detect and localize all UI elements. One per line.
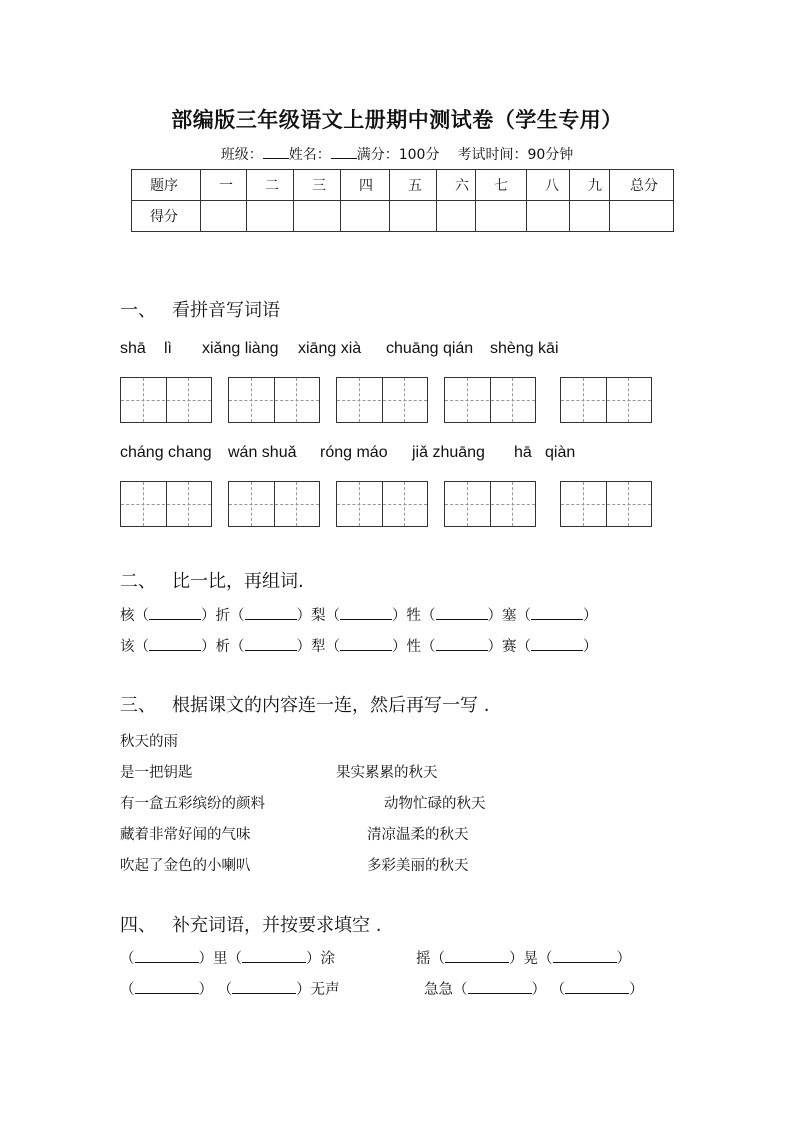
pinyin-row-1 xyxy=(0,340,794,360)
score-header-cell: 九 xyxy=(570,170,610,201)
pinyin: hā xyxy=(514,444,532,461)
writing-grid[interactable] xyxy=(444,481,536,527)
score-header-cell: 二 xyxy=(247,170,294,201)
answer-blank[interactable] xyxy=(436,637,488,651)
character: 析 xyxy=(215,639,230,655)
score-cell[interactable] xyxy=(294,201,341,232)
answer-blank[interactable] xyxy=(445,949,509,963)
character: 核 xyxy=(120,608,135,624)
score-row-label: 得分 xyxy=(132,201,201,232)
writing-grid[interactable] xyxy=(560,481,652,527)
pinyin: shèng kāi xyxy=(490,340,559,357)
score-cell[interactable] xyxy=(527,201,570,232)
score-header-cell: 七 xyxy=(476,170,527,201)
section-3-heading: 三、 根据课文的内容连一连，然后再写一写 . xyxy=(120,695,490,716)
writing-grid[interactable] xyxy=(120,377,212,423)
pinyin: jiǎ zhuāng xyxy=(412,444,485,461)
word-part: 摇 xyxy=(416,951,431,967)
fill-row-2b: 急急（ ） （ ） xyxy=(424,982,644,998)
pinyin: shā xyxy=(120,340,146,357)
answer-blank[interactable] xyxy=(340,637,392,651)
pinyin: lì xyxy=(164,340,172,357)
character: 该 xyxy=(120,639,135,655)
answer-blank[interactable] xyxy=(149,637,201,651)
score-cell[interactable] xyxy=(437,201,476,232)
score-header-cell: 四 xyxy=(341,170,390,201)
match-right-item[interactable]: 多彩美丽的秋天 xyxy=(367,858,469,874)
match-left-item[interactable]: 有一盒五彩缤纷的颜料 xyxy=(120,796,265,812)
writing-grid[interactable] xyxy=(560,377,652,423)
answer-blank[interactable] xyxy=(340,606,392,620)
score-header-cell: 三 xyxy=(294,170,341,201)
fill-row-2a: （ ） （ ）无声 xyxy=(120,982,340,998)
fill-row-1b: 摇（ ）晃（ ） xyxy=(416,951,631,967)
match-left-item[interactable]: 吹起了金色的小喇叭 xyxy=(120,858,251,874)
name-label: 姓名： xyxy=(288,147,331,163)
answer-blank[interactable] xyxy=(242,949,306,963)
compare-row-1: 核（ ）折（ ）梨（ ）牲（ ）塞（ ） xyxy=(120,608,598,624)
score-cell[interactable] xyxy=(570,201,610,232)
name-blank[interactable] xyxy=(331,146,357,159)
score-header-cell: 六 xyxy=(437,170,476,201)
answer-blank[interactable] xyxy=(531,637,583,651)
character: 塞 xyxy=(502,608,517,624)
match-right-item[interactable]: 动物忙碌的秋天 xyxy=(384,796,486,812)
exam-time: 考试时间：90分钟 xyxy=(457,147,574,163)
section-1-title: 看拼音写词语 xyxy=(172,300,280,321)
fill-row-1a: （ ）里（ ）涂 xyxy=(120,951,335,967)
word-part: 急急 xyxy=(424,982,453,998)
score-header-cell: 八 xyxy=(527,170,570,201)
pinyin: cháng chang xyxy=(120,444,212,461)
answer-blank[interactable] xyxy=(149,606,201,620)
character: 赛 xyxy=(502,639,517,655)
score-header-cell: 五 xyxy=(390,170,437,201)
match-right-item[interactable]: 果实累累的秋天 xyxy=(336,765,438,781)
score-header-cell: 总分 xyxy=(610,170,674,201)
match-left-item[interactable]: 是一把钥匙 xyxy=(120,765,193,781)
pinyin: qiàn xyxy=(545,444,576,461)
score-header-cell: 题序 xyxy=(132,170,201,201)
section-4-heading: 四、 补充词语，并按要求填空 . xyxy=(120,915,382,936)
full-score: 满分：100分 xyxy=(356,147,440,163)
score-row xyxy=(132,201,674,232)
class-blank[interactable] xyxy=(263,146,289,159)
score-cell[interactable] xyxy=(247,201,294,232)
writing-grid[interactable] xyxy=(444,377,536,423)
pinyin: xiǎng liàng xyxy=(202,340,279,357)
score-cell[interactable] xyxy=(390,201,437,232)
answer-blank[interactable] xyxy=(232,980,296,994)
pinyin-row-2 xyxy=(0,444,794,464)
answer-blank[interactable] xyxy=(135,949,199,963)
answer-blank[interactable] xyxy=(565,980,629,994)
answer-blank[interactable] xyxy=(468,980,532,994)
character: 折 xyxy=(215,608,230,624)
pinyin: róng máo xyxy=(320,444,388,461)
answer-blank[interactable] xyxy=(531,606,583,620)
character: 犁 xyxy=(311,639,326,655)
section-2-title: 比一比，再组词. xyxy=(172,571,304,592)
word-part: 涂 xyxy=(320,951,335,967)
answer-blank[interactable] xyxy=(135,980,199,994)
match-heading: 秋天的雨 xyxy=(120,734,178,750)
pinyin: wán shuǎ xyxy=(228,444,297,461)
character: 牲 xyxy=(406,608,421,624)
match-right-item[interactable]: 清凉温柔的秋天 xyxy=(367,827,469,843)
section-3-title: 根据课文的内容连一连，然后再写一写 . xyxy=(172,695,490,716)
character: 性 xyxy=(406,639,421,655)
score-cell[interactable] xyxy=(341,201,390,232)
match-left-item[interactable]: 藏着非常好闻的气味 xyxy=(120,827,251,843)
section-1-heading: 一、 看拼音写词语 xyxy=(120,300,280,321)
section-4-title: 补充词语，并按要求填空 . xyxy=(172,915,382,936)
word-part: 无声 xyxy=(310,982,340,998)
word-part: 里 xyxy=(213,951,228,967)
score-header-cell: 一 xyxy=(201,170,247,201)
pinyin: chuāng qián xyxy=(386,340,474,357)
score-cell[interactable] xyxy=(476,201,527,232)
writing-grid[interactable] xyxy=(336,377,428,423)
writing-grid[interactable] xyxy=(336,481,428,527)
word-part: 晃 xyxy=(523,951,538,967)
character: 梨 xyxy=(311,608,326,624)
writing-grid[interactable] xyxy=(228,377,320,423)
answer-blank[interactable] xyxy=(245,606,297,620)
answer-blank[interactable] xyxy=(245,637,297,651)
writing-grid[interactable] xyxy=(120,481,212,527)
writing-grid[interactable] xyxy=(228,481,320,527)
compare-row-2: 该（ ）析（ ）犁（ ）性（ ）赛（ ） xyxy=(120,639,598,655)
exam-info xyxy=(0,144,794,164)
score-cell[interactable] xyxy=(610,201,674,232)
answer-blank[interactable] xyxy=(553,949,617,963)
page-title: 部编版三年级语文上册期中测试卷（学生专用） xyxy=(171,107,623,132)
score-cell[interactable] xyxy=(201,201,247,232)
class-label: 班级： xyxy=(220,147,263,163)
score-table xyxy=(131,169,674,232)
answer-blank[interactable] xyxy=(436,606,488,620)
score-header-row xyxy=(132,170,674,201)
section-2-heading: 二、 比一比，再组词. xyxy=(120,571,304,592)
pinyin: xiāng xià xyxy=(298,340,362,357)
